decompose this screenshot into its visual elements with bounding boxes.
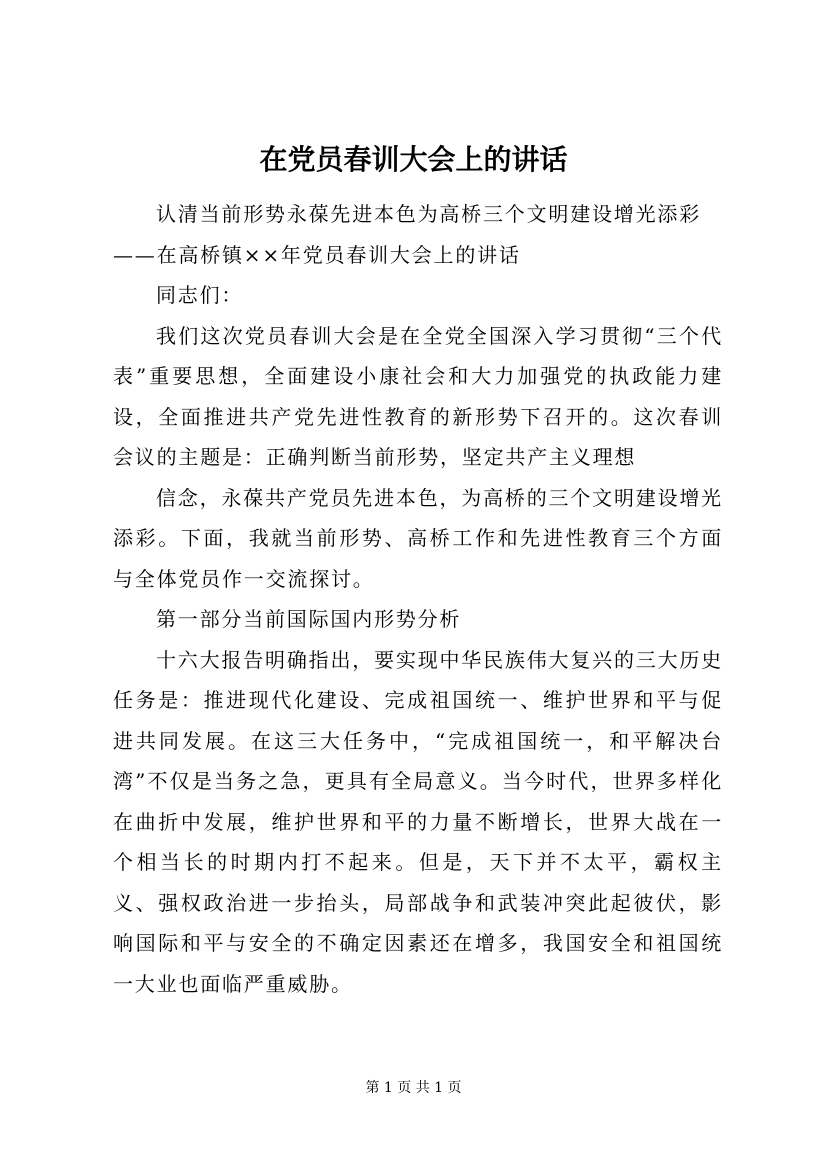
section-heading: 第一部分当前国际国内形势分析	[156, 607, 462, 631]
page-title: 在党员春训大会上的讲话	[259, 143, 568, 176]
salutation: 同志们：	[156, 283, 244, 307]
paragraph-1: 我们这次党员春训大会是在全党全国深入学习贯彻“三个代表”重要思想，全面建设小康社会和大力加强党的执政能力建设，全面推进共产党先进性教育的新形势下召开的。这次春训会议的主题是：正确判断当前形势，坚定共产主义理想	[113, 323, 723, 469]
document-subheading: ——在高桥镇××年党员春训大会上的讲话	[113, 242, 521, 267]
page-footer: 第 1 页 共 1 页	[365, 1080, 462, 1096]
paragraph-2: 信念，永葆共产党员先进本色，为高桥的三个文明建设增光添彩。下面，我就当前形势、高桥工作和先进性教育三个方面与全体党员作一交流探讨。	[113, 485, 723, 591]
document-subtitle: 认清当前形势永葆先进本色为高桥三个文明建设增光添彩	[156, 202, 701, 226]
paragraph-3: 十六大报告明确指出，要实现中华民族伟大复兴的三大历史任务是：推进现代化建设、完成祖国统一、维护世界和平与促进共同发展。在这三大任务中，“完成祖国统一，和平解决台湾”不仅是当务之急，更具有全局意义。当今时代，世界多样化在曲折中发展，维护世界和平的力量不断增长，世界大战在一个相当长的时期内打不起来。但是，天下并不太平，霸权主义、强权政治进一步抬头，局部战争和武装冲突此起彼伏，影响国际和平与安全的不确定因素还在增多，我国安全和祖国统一大业也面临严重威胁。	[113, 647, 723, 996]
document-body	[113, 194, 723, 1004]
